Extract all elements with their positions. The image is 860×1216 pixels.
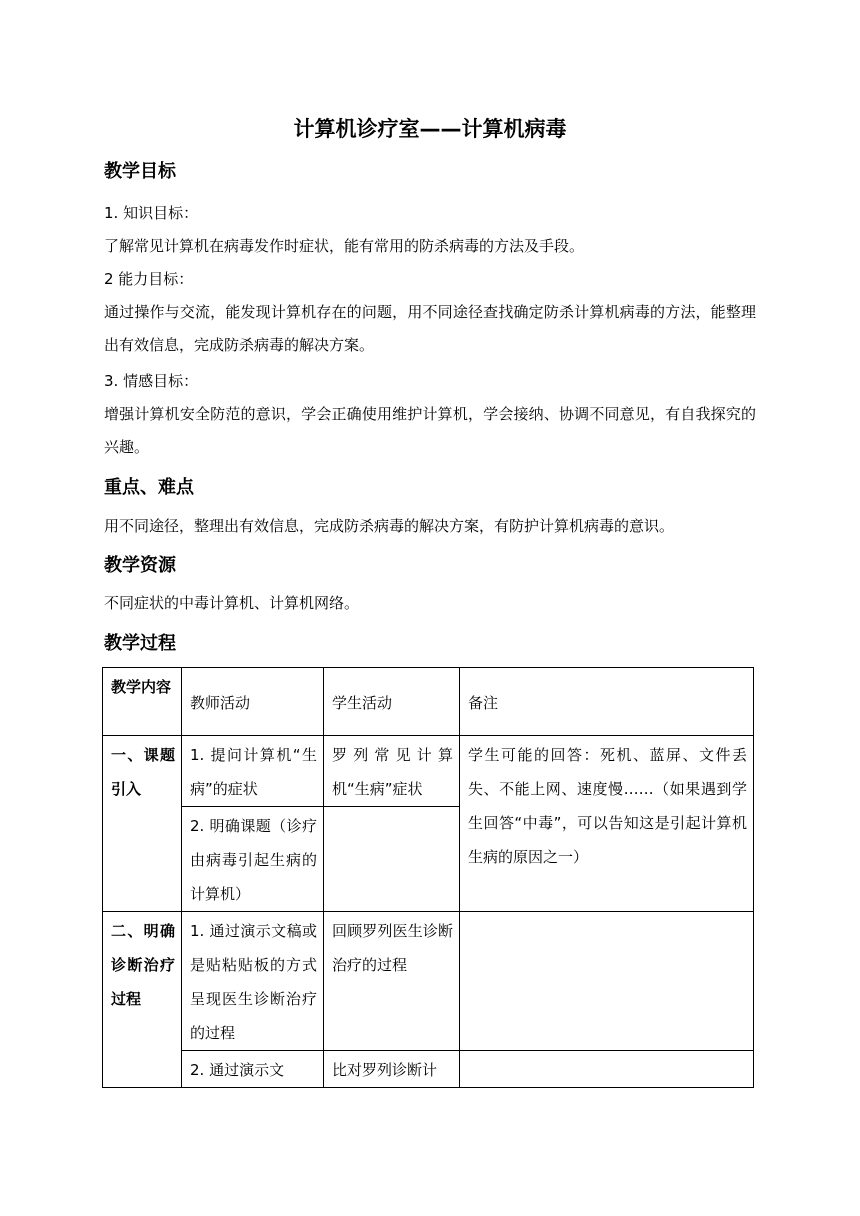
heading-resources: 教学资源 [104,555,176,576]
row1-note: 学生可能的回答：死机、蓝屏、文件丢失、不能上网、速度慢……（如果遇到学生回答“中毒”，可以告知这是引起计算机生病的原因之一） [460,736,754,912]
ability-text: 通过操作与交流，能发现计算机存在的问题，用不同途径查找确定防杀计算机病毒的方法，能整理出有效信息，完成防杀病毒的解决方案。 [104,303,756,354]
emotion-label: 3. 情感目标： [104,372,199,390]
header-content: 教学内容 [103,668,182,736]
row4-student-cell [324,1051,460,1088]
knowledge-text: 了解常见计算机在病毒发作时症状，能有常用的防杀病毒的方法及手段。 [104,237,585,255]
row3-content: 二、明确诊断治疗过程 [103,912,182,1088]
row3-student: 回顾罗列医生诊断治疗的过程 [324,912,460,1051]
emotion-text: 增强计算机安全防范的意识，学会正确使用维护计算机，学会接纳、协调不同意见，有自我探究的兴趣。 [104,405,756,456]
row4-note [460,1051,754,1088]
header-student: 学生活动 [324,668,460,736]
row4-student: 比对罗列诊断计 [332,1061,438,1079]
key-points-text: 用不同途径，整理出有效信息，完成防杀病毒的解决方案，有防护计算机病毒的意识。 [104,517,675,535]
table-row [103,1051,754,1088]
process-table [102,667,754,1088]
knowledge-label: 1. 知识目标： [104,204,199,222]
heading-key-points: 重点、难点 [104,477,194,498]
row1-student: 罗列常见计算机“生病”症状 [324,736,460,807]
document-title: 计算机诊疗室——计算机病毒 [293,117,567,141]
table-row [103,912,754,1051]
heading-process: 教学过程 [104,633,176,654]
row4-teacher: 2. 通过演示文 [190,1061,285,1079]
heading-objectives: 教学目标 [104,161,176,182]
row2-teacher: 2. 明确课题（诊疗由病毒引起生病的计算机） [182,807,324,912]
row1-teacher: 1. 提问计算机“生病”的症状 [182,736,324,807]
table-header-row [103,668,754,736]
row1-content: 一、课题引入 [103,736,182,912]
table-row [103,736,754,807]
header-note: 备注 [460,668,754,736]
resources-text: 不同症状的中毒计算机、计算机网络。 [104,594,360,612]
ability-label: 2 能力目标： [104,270,194,288]
row4-teacher-cell [182,1051,324,1088]
header-teacher: 教师活动 [182,668,324,736]
row3-teacher: 1. 通过演示文稿或是贴粘贴板的方式呈现医生诊断治疗的过程 [182,912,324,1051]
row2-student [324,807,460,912]
row3-note [460,912,754,1051]
